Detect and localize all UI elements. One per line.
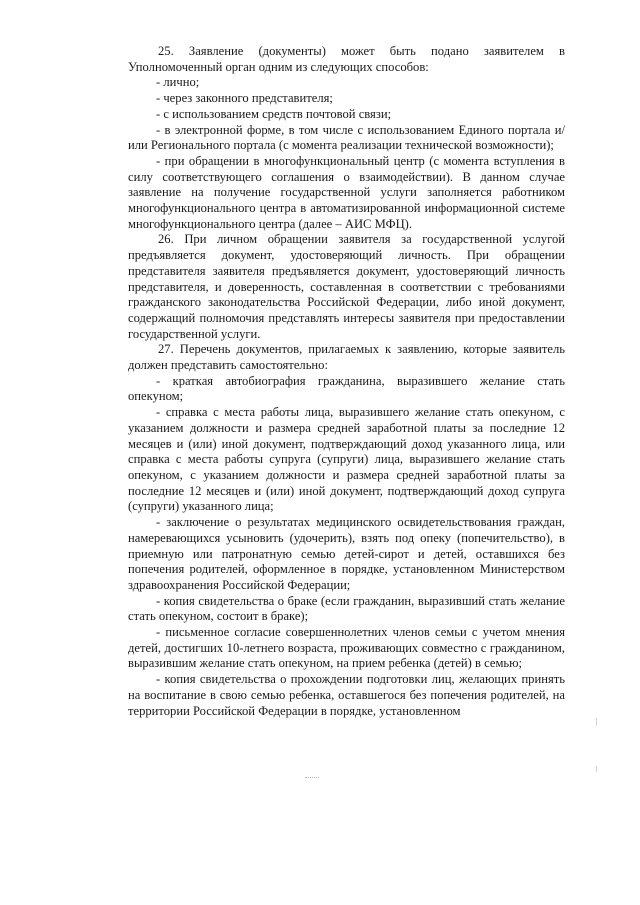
list-item: - при обращении в многофункциональный центр (с момента вступления в силу соответствующего соглашения о взаимодействии). В данном случае заявление на получение государственной услуги заполняется работником многофункционального центра в автоматизированной информационной системе многофункционального центра (далее – АИС МФЦ).	[128, 153, 565, 231]
paragraph-27: 27. Перечень документов, прилагаемых к заявлению, которые заявитель должен представить самостоятельно:	[128, 342, 565, 373]
page-footer-mark	[305, 777, 319, 779]
paragraph-25: 25. Заявление (документы) может быть подано заявителем в Уполномоченный орган одним из следующих способов:	[128, 44, 565, 74]
document-body	[128, 44, 565, 719]
scan-speck	[596, 718, 597, 726]
list-item: - копия свидетельства о браке (если гражданин, выразивший стать желание стать опекуном, состоит в браке);	[128, 593, 565, 624]
list-item: - лично;	[156, 75, 200, 90]
list-item: - письменное согласие совершеннолетних членов семьи с учетом мнения детей, достигших 10-летнего возраста, проживающих совместно с гражданином, выразившим желание стать опекуном, на прием ребенка (детей) в семью;	[128, 625, 565, 671]
list-item: - краткая автобиография гражданина, выразившего желание стать опекуном;	[128, 373, 565, 404]
list-item: - с использованием средств почтовой связи;	[156, 106, 392, 121]
scan-speck	[596, 766, 597, 772]
list-item: - заключение о результатах медицинского освидетельствования граждан, намеревающихся усыновить (удочерить), взять под опеку (попечительство), в приемную или патронатную семью детей-сирот и детей, оставшихся без попечения родителей, оформленное в порядке, установленном Министерством здравоохранения Российской Федерации;	[128, 515, 565, 592]
list-item: - в электронной форме, в том числе с использованием Единого портала и/или Регионального портала (с момента реализации технической возможности);	[128, 122, 565, 153]
list-item: - через законного представителя;	[156, 91, 333, 106]
list-item: - справка с места работы лица, выразившего желание стать опекуном, с указанием должности и размера средней заработной платы за последние 12 месяцев и (или) иной документ, подтверждающий доход указанного лица, или справка с места работы супруга (супруги) лица, выразившего желание стать опекуном, с указанием должности и размера средней заработной платы за последние 12 месяцев и (или) иной документ, подтверждающий доход супруга (супруги) указанного лица;	[128, 405, 565, 514]
list-item: - копия свидетельства о прохождении подготовки лиц, желающих принять на воспитание в свою семью ребенка, оставшегося без попечения родителей, на территории Российской Федерации в порядке, установленном	[128, 672, 565, 718]
paragraph-26: 26. При личном обращении заявителя за государственной услугой предъявляется документ, удостоверяющий личность. При обращении представителя заявителя предъявляется документ, удостоверяющий личность представителя, и доверенность, составленная в соответствии с требованиями гражданского законодательства Российской Федерации, либо иной документ, содержащий полномочия представлять интересы заявителя при предоставлении государственной услуги.	[128, 232, 565, 341]
